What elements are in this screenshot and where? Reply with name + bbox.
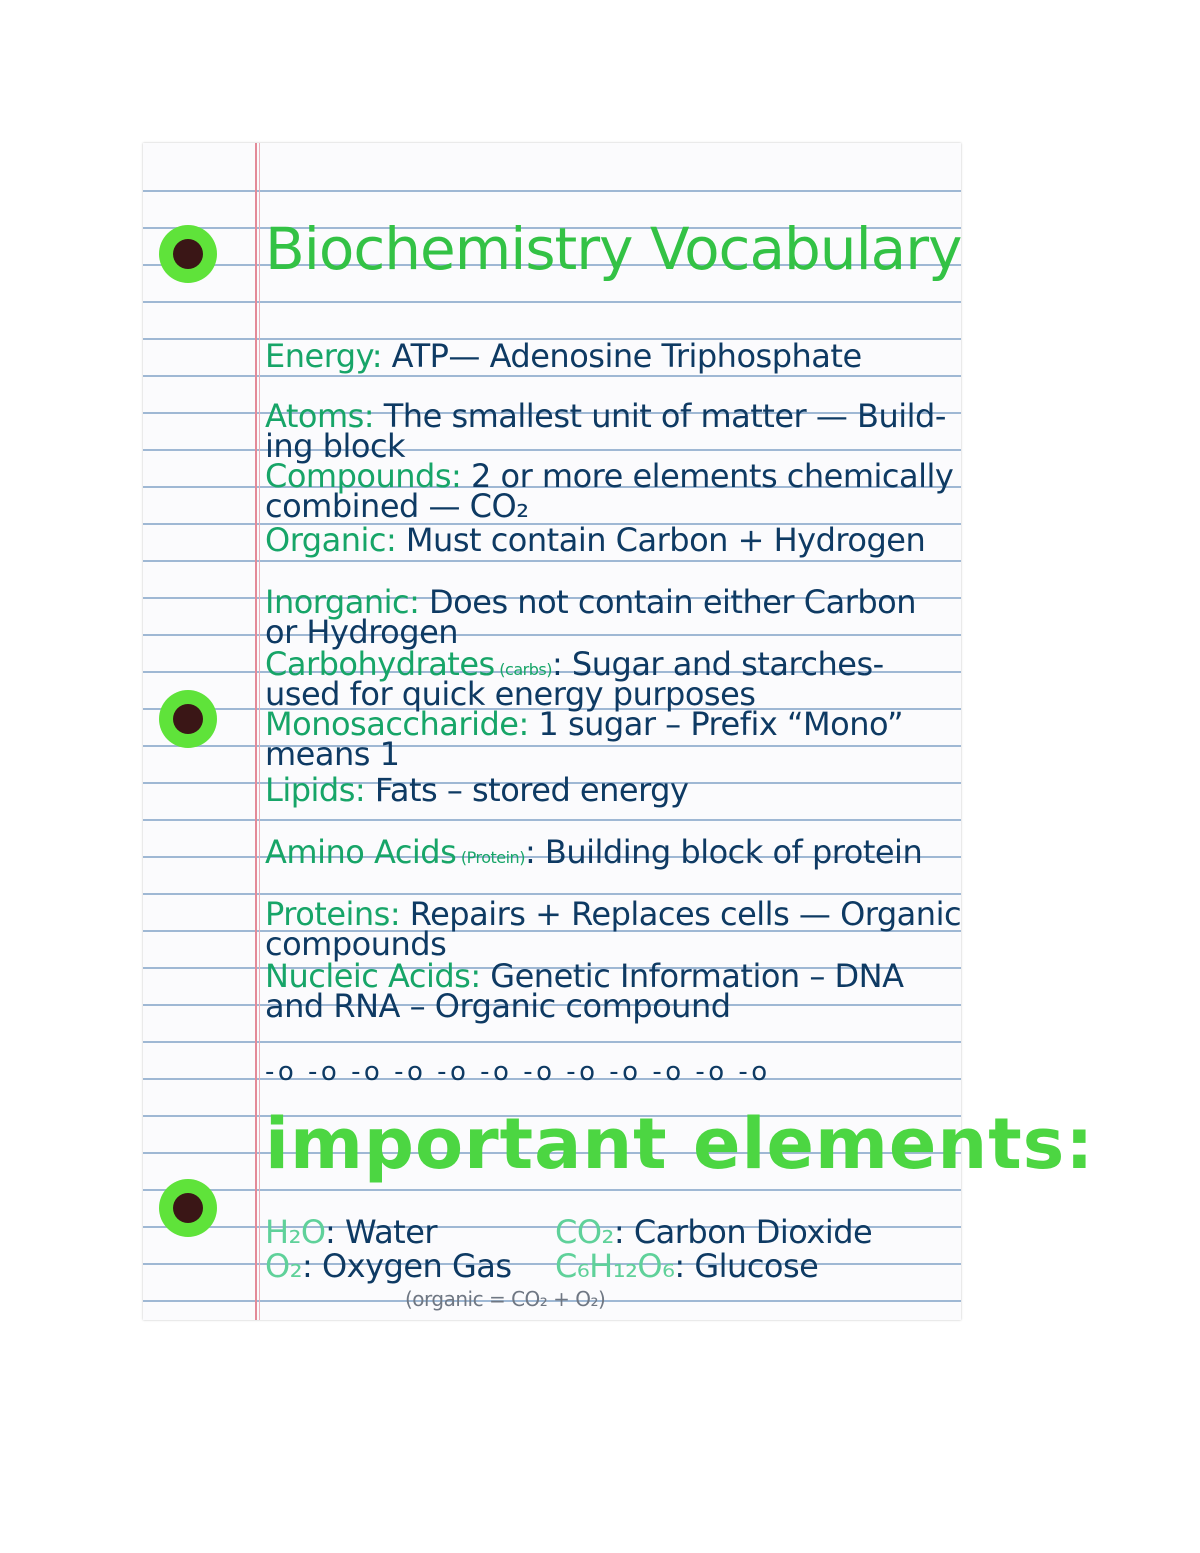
term: Energy: (265, 337, 382, 375)
important-elements-heading: important elements: (265, 1103, 1095, 1185)
entry-amino-acids (265, 833, 955, 873)
entry-inorganic-cont: or Hydrogen (265, 613, 459, 651)
term: Compounds: (265, 457, 462, 495)
definition: Must contain Carbon + Hydrogen (396, 521, 926, 559)
term: Atoms: (265, 397, 375, 435)
entry-energy (265, 337, 955, 375)
definition: The smallest unit of matter — Build- (374, 397, 946, 435)
term: Proteins: (265, 895, 401, 933)
entry-carbohydrates-cont: used for quick energy purposes (265, 675, 756, 713)
entry-atoms-cont: ing block (265, 427, 406, 465)
binder-hole-bottom (159, 1179, 217, 1237)
entry-monosaccharide-cont: means 1 (265, 735, 400, 773)
element-name: : Water (325, 1213, 438, 1251)
definition: 1 sugar – Prefix “Mono” (528, 705, 904, 743)
entry-compounds-cont: combined — CO₂ (265, 487, 529, 525)
margin-line (255, 143, 257, 1320)
entry-lipids (265, 771, 955, 809)
formula: H₂O (265, 1213, 326, 1251)
definition: ATP— Adenosine Triphosphate (381, 337, 862, 375)
page-title: Biochemistry Vocabulary (265, 215, 962, 283)
margin-line-secondary (259, 143, 260, 1320)
binder-hole-top (159, 225, 217, 283)
entry-nucleic-acids-cont: and RNA – Organic compound (265, 987, 731, 1025)
organic-note: (organic = CO₂ + O₂) (405, 1287, 606, 1311)
term: Nucleic Acids: (265, 957, 481, 995)
notes-content (265, 143, 1095, 1320)
decorative-divider: -o -o -o -o -o -o -o -o -o -o -o -o (265, 1057, 771, 1087)
definition: Repairs + Replaces cells — Organic (400, 895, 962, 933)
formula: CO₂ (555, 1213, 614, 1251)
element-name: : Glucose (674, 1247, 819, 1285)
formula: O₂ (265, 1247, 303, 1285)
definition: 2 or more elements chemically (461, 457, 954, 495)
term: Lipids: (265, 771, 366, 809)
entry-organic (265, 521, 955, 559)
formula: C₆H₁₂O₆ (555, 1247, 675, 1285)
element-name: : Oxygen Gas (302, 1247, 512, 1285)
element-co2 (555, 1213, 955, 1251)
definition: Genetic Information – DNA (480, 957, 904, 995)
definition: : Sugar and starches- (551, 645, 884, 683)
term: Amino Acids (265, 833, 457, 871)
binder-hole-middle (159, 690, 217, 748)
term-note: (carbs) (494, 660, 552, 679)
term: Organic: (265, 521, 397, 559)
definition: : Building block of protein (524, 833, 923, 871)
definition: Does not contain either Carbon (419, 583, 917, 621)
term: Monosaccharide: (265, 705, 529, 743)
term: Inorganic: (265, 583, 420, 621)
element-glucose (555, 1247, 955, 1285)
term-note: (Protein) (456, 848, 525, 867)
entry-proteins-cont: compounds (265, 925, 447, 963)
term: Carbohydrates (265, 645, 495, 683)
notebook-page (143, 143, 1095, 1320)
element-name: : Carbon Dioxide (613, 1213, 873, 1251)
definition: Fats – stored energy (365, 771, 689, 809)
